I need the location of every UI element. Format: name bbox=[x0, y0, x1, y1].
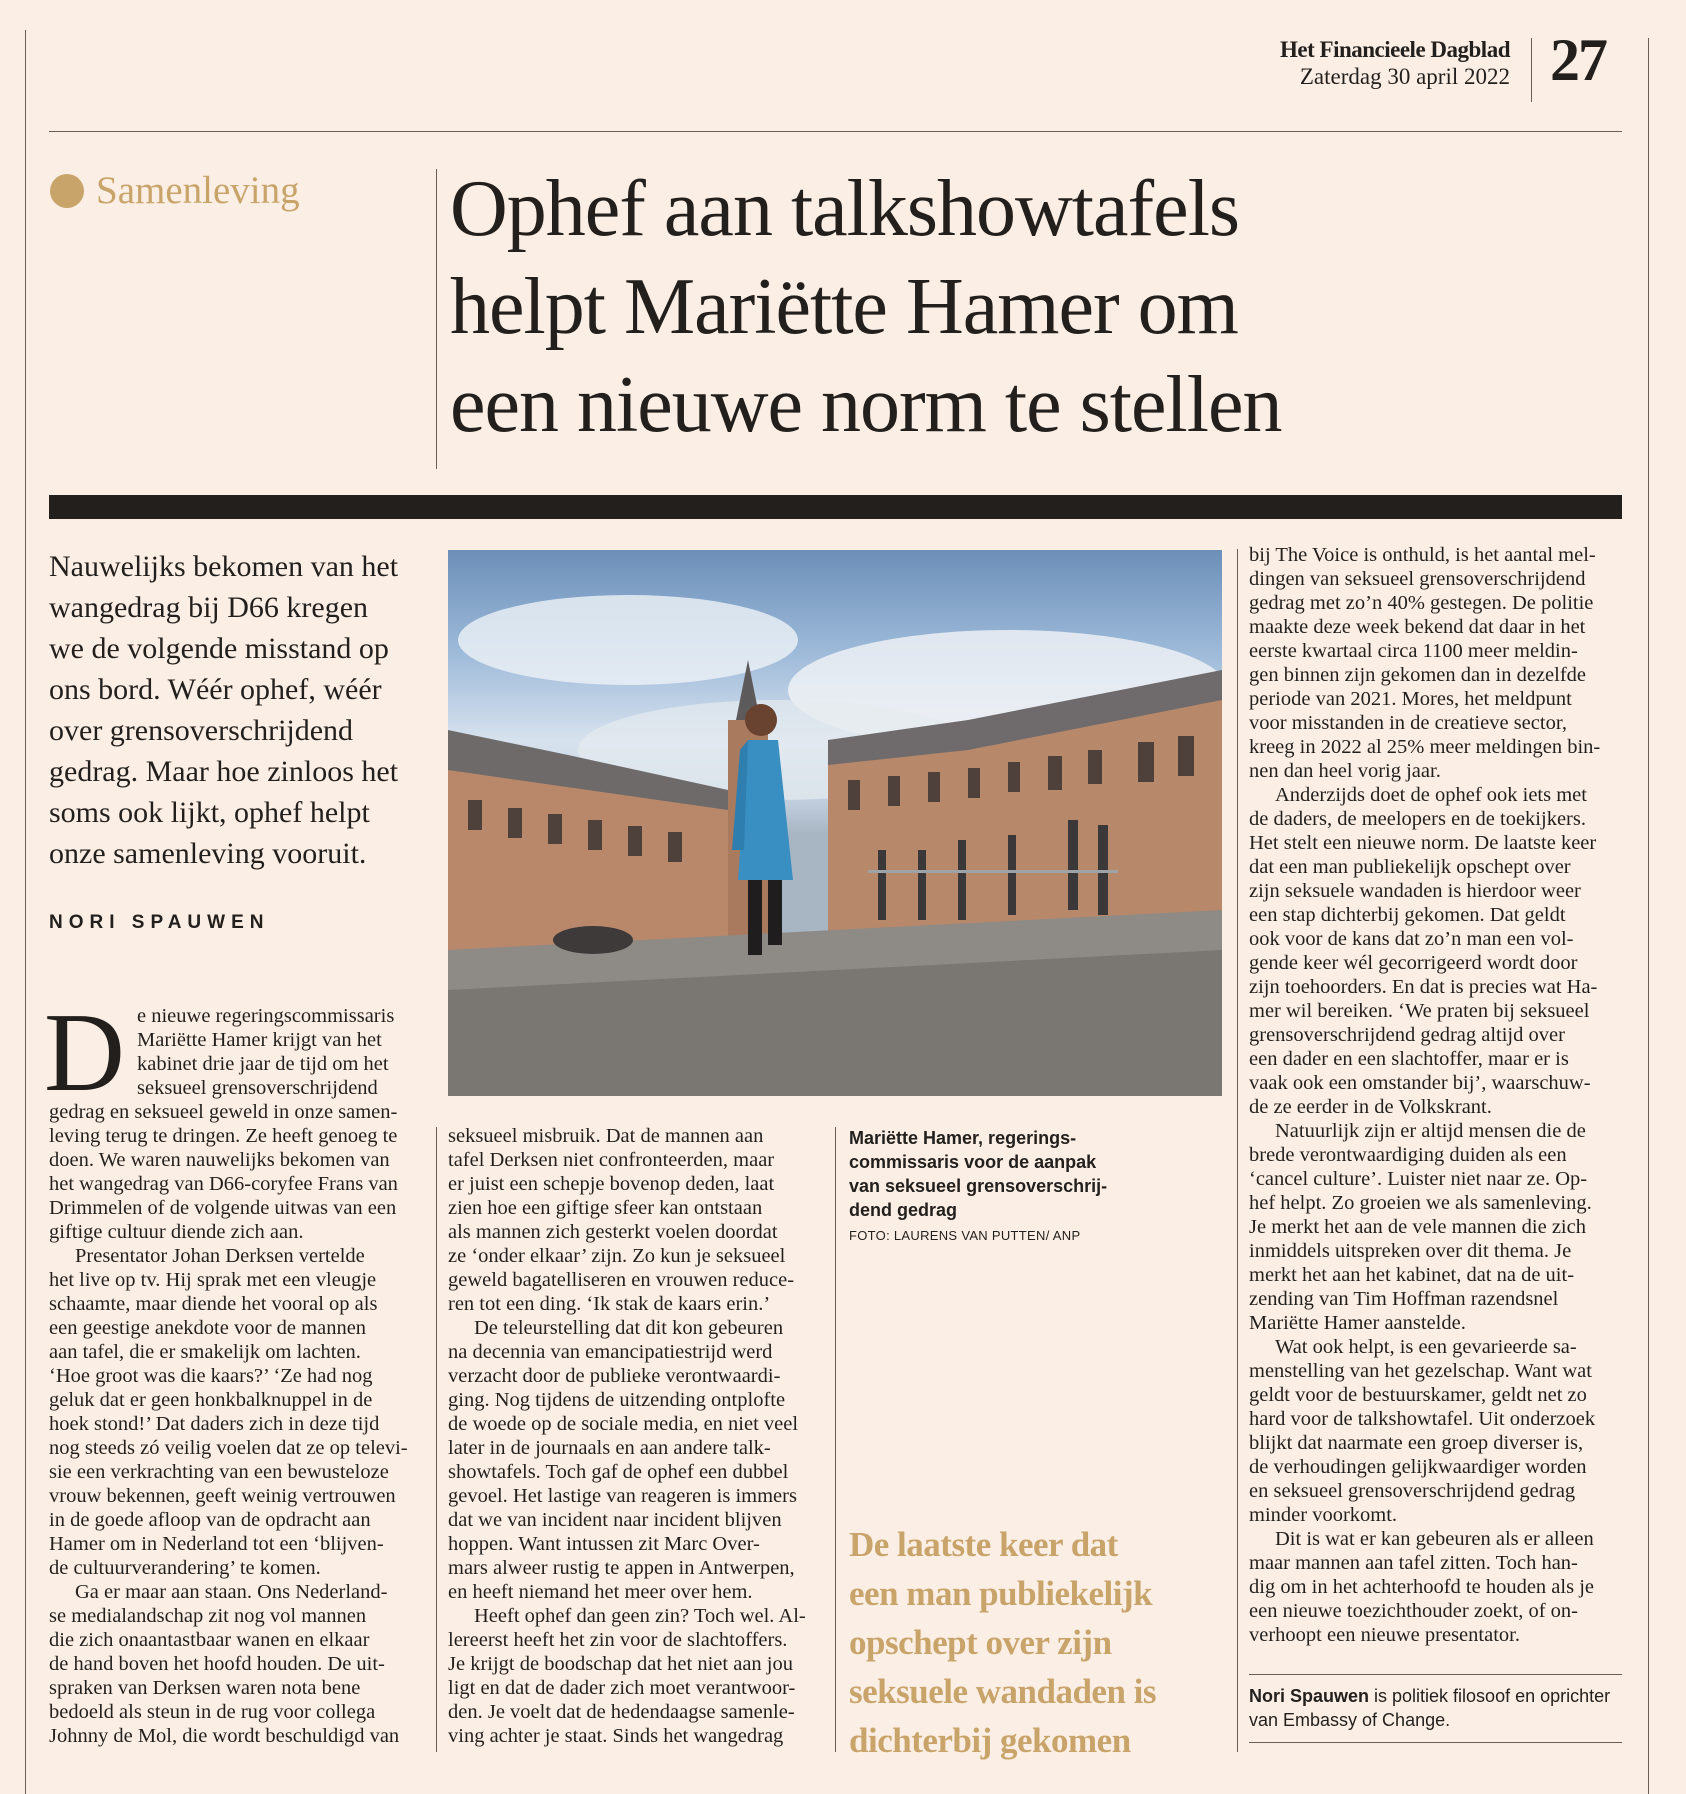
body-text-line: het wangedrag van D66-coryfee Frans van bbox=[49, 1173, 398, 1195]
body-text-line: den. Je voelt dat de hedendaagse samenle- bbox=[448, 1701, 795, 1723]
body-text-line: giftige cultuur diende zich aan. bbox=[49, 1221, 304, 1243]
column-divider bbox=[1237, 549, 1238, 1752]
body-text-line: kreeg in 2022 al 25% meer meldingen bin- bbox=[1249, 736, 1601, 758]
body-text-line: ren tot een ding. ‘Ik stak de kaars erin.’ bbox=[448, 1293, 771, 1315]
body-text-line: doen. We waren nauwelijks bekomen van bbox=[49, 1149, 390, 1171]
body-text-line: leving terug te dringen. Ze heeft genoeg te bbox=[49, 1125, 398, 1147]
body-text-line: mer wil bereiken. ‘We praten bij seksueel bbox=[1249, 1000, 1590, 1022]
page-number: 27 bbox=[1550, 27, 1606, 93]
body-text-line: gende keer wél gecorrigeerd wordt door bbox=[1249, 952, 1578, 974]
body-text-line: Presentator Johan Derksen vertelde bbox=[75, 1245, 365, 1267]
body-text-line: zien hoe een giftige sfeer kan ontstaan bbox=[448, 1197, 763, 1219]
pull-quote-line: dichterbij gekomen bbox=[849, 1721, 1131, 1760]
body-text-line: geldt voor de bestuurskamer, geldt net zo bbox=[1249, 1384, 1587, 1406]
body-text-line: de daders, de meelopers en de toekijkers. bbox=[1249, 808, 1586, 830]
body-text-line: lereerst heeft het zin voor de slachtoffers. bbox=[448, 1629, 788, 1651]
body-text-line: Johnny de Mol, die wordt beschuldigd van bbox=[49, 1725, 400, 1747]
lede-line: over grensoverschrijdend bbox=[49, 714, 354, 747]
lede-line: we de volgende misstand op bbox=[49, 632, 389, 665]
body-text-line: Je krijgt de boodschap dat het niet aan jou bbox=[448, 1653, 793, 1675]
body-text-line: zijn toehoorders. En dat is precies wat Ha- bbox=[1249, 976, 1598, 998]
pull-quote-line: seksuele wandaden is bbox=[849, 1672, 1157, 1711]
body-text-line: dat we van incident naar incident blijven bbox=[448, 1509, 782, 1531]
column-divider bbox=[436, 1127, 437, 1752]
column-divider bbox=[835, 1127, 836, 1752]
body-text-line: verhoopt een nieuwe presentator. bbox=[1249, 1624, 1520, 1646]
body-text-line: na decennia van emancipatiestrijd werd bbox=[448, 1341, 773, 1363]
body-text-line: hoek stond!’ Dat daders zich in deze tijd bbox=[49, 1413, 380, 1435]
body-text-line: dingen van seksueel grensoverschrijdend bbox=[1249, 568, 1586, 590]
body-text-line: brede verontwaardiging duiden als een bbox=[1249, 1144, 1567, 1166]
headline-bar bbox=[49, 495, 1622, 519]
body-text-line: ze ‘onder elkaar’ zijn. Zo kun je seksueel bbox=[448, 1245, 786, 1267]
body-text-line: Ga er maar aan staan. Ons Nederland- bbox=[75, 1581, 388, 1603]
lede bbox=[49, 546, 429, 874]
pull-quote bbox=[849, 1520, 1156, 1765]
body-text-line: en seksueel grensoverschrijdend gedrag bbox=[1249, 1480, 1576, 1502]
body-text-line: periode van 2021. Mores, het meldpunt bbox=[1249, 688, 1572, 710]
body-text-line: Mariëtte Hamer aanstelde. bbox=[1249, 1312, 1466, 1334]
section-label bbox=[50, 168, 300, 213]
body-text-line: inmiddels uitspreken over dit thema. Je bbox=[1249, 1240, 1572, 1262]
body-text-line: hef helpt. Zo groeien we als samenleving. bbox=[1249, 1192, 1592, 1214]
body-text-line: maar mannen aan tafel zitten. Toch han- bbox=[1249, 1552, 1578, 1574]
body-text-line: schaamte, maar diende het vooral op als bbox=[49, 1293, 378, 1315]
body-text-line: Wat ook helpt, is een gevarieerde sa- bbox=[1275, 1336, 1577, 1358]
body-text-line: ving achter je staat. Sinds het wangedrag bbox=[448, 1725, 784, 1747]
body-text-line: seksueel misbruik. Dat de mannen aan bbox=[448, 1125, 764, 1147]
body-text-line: hard voor de talkshowtafel. Uit onderzoek bbox=[1249, 1408, 1596, 1430]
body-text-line: ging. Nog tijdens de uitzending ontplofte bbox=[448, 1389, 786, 1411]
page-border-left bbox=[25, 30, 26, 1794]
lede-line: ons bord. Wéér ophef, wéér bbox=[49, 673, 382, 706]
body-column-2 bbox=[448, 1124, 828, 1748]
body-text-line: verzacht door de publieke verontwaardi- bbox=[448, 1365, 781, 1387]
body-text-line: gen binnen zijn gekomen dan in dezelfde bbox=[1249, 664, 1586, 686]
author-bio bbox=[1249, 1684, 1619, 1732]
drop-cap: D bbox=[44, 991, 125, 1115]
body-text-line: merkt het aan het kabinet, dat na de uit- bbox=[1249, 1264, 1575, 1286]
section-name: Samenleving bbox=[96, 169, 300, 212]
body-text-line: Drimmelen of de volgende uitwas van een bbox=[49, 1197, 397, 1219]
body-text-line: e nieuwe regeringscommissaris bbox=[137, 1005, 395, 1027]
caption-text: Mariëtte Hamer, regerings- commissaris voor de aanpak van seksueel grensoverschrij- dend gedrag bbox=[849, 1128, 1108, 1220]
body-text-line: als mannen zich gesterkt voelen doordat bbox=[448, 1221, 778, 1243]
issue-date: Zaterdag 30 april 2022 bbox=[1299, 64, 1510, 89]
page-border-right bbox=[1648, 38, 1649, 1794]
paper-name: Het Financieele Dagblad bbox=[1280, 37, 1510, 62]
body-text-line: die zich onaantastbaar wanen en elkaar bbox=[49, 1629, 370, 1651]
body-text-line: kabinet drie jaar de tijd om het bbox=[137, 1053, 389, 1075]
body-text-line: gevoel. Het lastige van reageren is immers bbox=[448, 1485, 797, 1507]
body-text-line: de verhoudingen gelijkwaardiger worden bbox=[1249, 1456, 1587, 1478]
body-text-line: dat een man publiekelijk opschept over bbox=[1249, 856, 1571, 878]
body-text-line: mars alweer rustig te appen in Antwerpen, bbox=[448, 1557, 795, 1579]
section-dot-icon bbox=[50, 174, 84, 208]
photo-caption bbox=[849, 1126, 1179, 1243]
body-text-line: bedoeld als steun in de rug voor collega bbox=[49, 1701, 376, 1723]
body-text-line: een geestige anekdote voor de mannen bbox=[49, 1317, 367, 1339]
body-text-line: showtafels. Toch gaf de ophef een dubbel bbox=[448, 1461, 789, 1483]
body-text-line: voor misstanden in de creatieve sector, bbox=[1249, 712, 1567, 734]
body-text-line: Hamer om in Nederland tot een ‘blijven- bbox=[49, 1533, 384, 1555]
body-text-line: de cultuurverandering’ te komen. bbox=[49, 1557, 321, 1579]
body-text-line: tafel Derksen niet confronteerden, maar bbox=[448, 1149, 775, 1171]
header-rule bbox=[49, 131, 1622, 132]
body-text-line: het live op tv. Hij sprak met een vleugje bbox=[49, 1269, 377, 1291]
body-column-1 bbox=[49, 1004, 429, 1748]
body-text-line: ‘Hoe groot was die kaars?’ ‘Ze had nog bbox=[49, 1365, 373, 1387]
author-description: is politiek filosoof en oprichter van Embassy of Change. bbox=[1249, 1686, 1611, 1730]
body-text-line: Je merkt het aan de vele mannen die zich bbox=[1249, 1216, 1586, 1238]
body-text-line: geluk dat er geen honkbalknuppel in de bbox=[49, 1389, 373, 1411]
body-text-line: maakte deze week bekend dat daar in het bbox=[1249, 616, 1586, 638]
body-text-line: gedrag en seksueel geweld in onze samen- bbox=[49, 1101, 398, 1123]
headline bbox=[450, 160, 1281, 454]
headline-line: een nieuwe norm te stellen bbox=[450, 361, 1282, 449]
body-text-line: en heeft niemand het meer over hem. bbox=[448, 1581, 753, 1603]
pull-quote-line: een man publiekelijk bbox=[849, 1574, 1153, 1613]
photo-credit: FOTO: LAURENS VAN PUTTEN/ ANP bbox=[849, 1228, 1081, 1243]
body-text-line: hoppen. Want intussen zit Marc Over- bbox=[448, 1533, 760, 1555]
body-text-line: ‘cancel culture’. Luister niet naar ze. Op- bbox=[1249, 1168, 1588, 1190]
body-text-line: Dit is wat er kan gebeuren als er alleen bbox=[1275, 1528, 1594, 1550]
lede-line: Nauwelijks bekomen van het bbox=[49, 550, 399, 583]
photo-binnenhof-illustration bbox=[448, 550, 1222, 1096]
body-text-line: vrouw bekennen, geeft weinig vertrouwen bbox=[49, 1485, 396, 1507]
body-text-line: de hand boven het hoofd houden. De uit- bbox=[49, 1653, 385, 1675]
body-text-line: nen dan heel vorig jaar. bbox=[1249, 760, 1441, 782]
body-text-line: eerste kwartaal circa 1100 meer meldin- bbox=[1249, 640, 1578, 662]
body-text-line: geweld bagatelliseren en vrouwen reduce- bbox=[448, 1269, 795, 1291]
body-text-line: ligt en dat de dader zich moet verantwoor- bbox=[448, 1677, 796, 1699]
body-text-line: zending van Tim Hoffman razendsnel bbox=[1249, 1288, 1559, 1310]
masthead-divider bbox=[1531, 38, 1532, 102]
body-text-line: aan tafel, die er smakelijk om lachten. bbox=[49, 1341, 361, 1363]
body-text-line: De teleurstelling dat dit kon gebeuren bbox=[474, 1317, 784, 1339]
body-text-line: sie een verkrachting van een bewusteloze bbox=[49, 1461, 389, 1483]
body-text-line: spraken van Derksen waren nota bene bbox=[49, 1677, 361, 1699]
body-text-line: nog steeds zó veilig voelen dat ze op televi- bbox=[49, 1437, 408, 1459]
body-text-line: er juist een schepje bovenop deden, laat bbox=[448, 1173, 775, 1195]
body-text-line: een nieuwe toezichthouder zoekt, of on- bbox=[1249, 1600, 1579, 1622]
body-text-line: Het stelt een nieuwe norm. De laatste keer bbox=[1249, 832, 1597, 854]
pull-quote-line: De laatste keer dat bbox=[849, 1525, 1118, 1564]
body-text-line: Natuurlijk zijn er altijd mensen die de bbox=[1275, 1120, 1586, 1142]
bio-rule-top bbox=[1249, 1674, 1622, 1675]
body-text-line: de woede op de sociale media, en niet veel bbox=[448, 1413, 799, 1435]
body-text-line: Heeft ophef dan geen zin? Toch wel. Al- bbox=[474, 1605, 806, 1627]
body-text-line: Mariëtte Hamer krijgt van het bbox=[137, 1029, 382, 1051]
lede-line: gedrag. Maar hoe zinloos het bbox=[49, 755, 399, 788]
body-text-line: een dader en een slachtoffer, maar er is bbox=[1249, 1048, 1569, 1070]
body-text-line: later in de journaals en aan andere talk- bbox=[448, 1437, 771, 1459]
pull-quote-line: opschept over zijn bbox=[849, 1623, 1112, 1662]
body-text-line: bij The Voice is onthuld, is het aantal mel- bbox=[1249, 544, 1596, 566]
body-text-line: grensoverschrijdend gedrag altijd over bbox=[1249, 1024, 1565, 1046]
body-text-line: dig om in het achterhoofd te houden als je bbox=[1249, 1576, 1594, 1598]
masthead bbox=[1280, 36, 1510, 90]
article-photo bbox=[448, 550, 1222, 1096]
byline: NORI SPAUWEN bbox=[49, 912, 270, 933]
headline-line: Ophef aan talkshowtafels bbox=[450, 165, 1240, 253]
headline-divider bbox=[436, 169, 437, 469]
body-text-line: vaak ook een omstander bij’, waarschuw- bbox=[1249, 1072, 1591, 1094]
body-text-line: gedrag met zo’n 40% gestegen. De politie bbox=[1249, 592, 1594, 614]
headline-line: helpt Mariëtte Hamer om bbox=[450, 263, 1238, 351]
body-text-line: menstelling van het gezelschap. Want wat bbox=[1249, 1360, 1592, 1382]
body-text-line: een stap dichterbij gekomen. Dat geldt bbox=[1249, 904, 1566, 926]
body-text-line: ook voor de kans dat zo’n man een vol- bbox=[1249, 928, 1574, 950]
body-text-line: de ze eerder in de Volkskrant. bbox=[1249, 1096, 1492, 1118]
body-text-line: blijkt dat naarmate een groep diverser is, bbox=[1249, 1432, 1584, 1454]
body-column-3 bbox=[1249, 543, 1629, 1647]
lede-line: wangedrag bij D66 kregen bbox=[49, 591, 369, 624]
bio-rule-bottom bbox=[1249, 1742, 1622, 1743]
body-text-line: zijn seksuele wandaden is hierdoor weer bbox=[1249, 880, 1581, 902]
body-text-line: se medialandschap zit nog vol mannen bbox=[49, 1605, 367, 1627]
lede-line: onze samenleving vooruit. bbox=[49, 837, 367, 870]
body-text-line: seksueel grensoverschrijdend bbox=[137, 1077, 378, 1099]
body-text-line: minder voorkomt. bbox=[1249, 1504, 1398, 1526]
body-text-line: Anderzijds doet de ophef ook iets met bbox=[1275, 784, 1587, 806]
author-name: Nori Spauwen bbox=[1249, 1686, 1370, 1706]
body-text-line: in de goede afloop van de opdracht aan bbox=[49, 1509, 371, 1531]
lede-line: soms ook lijkt, ophef helpt bbox=[49, 796, 370, 829]
